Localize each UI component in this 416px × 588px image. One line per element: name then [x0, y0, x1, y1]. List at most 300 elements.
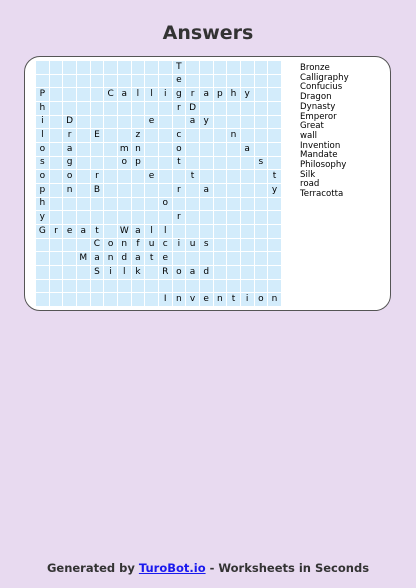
grid-cell: i: [159, 88, 173, 102]
grid-cell: [132, 61, 146, 75]
grid-cell: l: [36, 129, 50, 143]
grid-cell: [255, 170, 269, 184]
grid-cell: [63, 252, 77, 266]
grid-cell: l: [118, 266, 132, 280]
grid-cell: [118, 198, 132, 212]
grid-cell: [118, 293, 132, 307]
grid-cell: [159, 157, 173, 171]
word-list-item: wall: [300, 130, 318, 141]
word-list-item: Philosophy: [300, 160, 347, 171]
grid-cell: [241, 266, 255, 280]
grid-cell: p: [214, 88, 228, 102]
grid-cell: [241, 198, 255, 212]
grid-cell: a: [186, 116, 200, 130]
grid-cell: [255, 75, 269, 89]
grid-cell: [36, 239, 50, 253]
grid-cell: [50, 102, 64, 116]
grid-cell: C: [104, 88, 118, 102]
grid-cell: [63, 198, 77, 212]
grid-cell: [104, 157, 118, 171]
grid-cell: [227, 211, 241, 225]
grid-cell: [159, 143, 173, 157]
grid-cell: [255, 116, 269, 130]
grid-cell: r: [50, 225, 64, 239]
grid-cell: [91, 198, 105, 212]
grid-cell: I: [159, 293, 173, 307]
grid-cell: u: [145, 239, 159, 253]
grid-cell: [186, 252, 200, 266]
grid-cell: h: [36, 198, 50, 212]
grid-cell: o: [159, 198, 173, 212]
grid-cell: [186, 184, 200, 198]
grid-cell: o: [36, 170, 50, 184]
grid-cell: [36, 252, 50, 266]
grid-cell: [186, 75, 200, 89]
grid-cell: [132, 102, 146, 116]
grid-cell: [145, 280, 159, 294]
grid-cell: [255, 88, 269, 102]
grid-cell: [104, 198, 118, 212]
grid-cell: [118, 116, 132, 130]
grid-cell: [132, 75, 146, 89]
grid-cell: [91, 211, 105, 225]
grid-cell: [200, 143, 214, 157]
grid-cell: [214, 211, 228, 225]
grid-cell: [50, 198, 64, 212]
grid-cell: [145, 293, 159, 307]
grid-cell: [255, 211, 269, 225]
grid-cell: [214, 116, 228, 130]
grid-cell: [63, 280, 77, 294]
grid-cell: [77, 102, 91, 116]
grid-cell: [241, 116, 255, 130]
grid-cell: [63, 88, 77, 102]
grid-cell: [50, 252, 64, 266]
footer-suffix: - Worksheets in Seconds: [205, 561, 370, 575]
grid-cell: a: [77, 225, 91, 239]
grid-cell: [186, 225, 200, 239]
grid-cell: [118, 61, 132, 75]
grid-cell: n: [104, 252, 118, 266]
grid-cell: [241, 129, 255, 143]
grid-cell: [159, 280, 173, 294]
grid-cell: h: [227, 88, 241, 102]
word-list-item: Silk: [300, 169, 316, 180]
grid-cell: a: [91, 252, 105, 266]
grid-cell: [241, 61, 255, 75]
grid-cell: S: [91, 266, 105, 280]
grid-cell: [118, 102, 132, 116]
grid-cell: [241, 225, 255, 239]
grid-cell: [118, 75, 132, 89]
grid-cell: [50, 211, 64, 225]
grid-cell: [268, 129, 282, 143]
grid-cell: [227, 157, 241, 171]
grid-cell: [186, 280, 200, 294]
grid-cell: [77, 266, 91, 280]
grid-cell: [268, 211, 282, 225]
grid-cell: [118, 170, 132, 184]
grid-cell: [200, 170, 214, 184]
grid-cell: W: [118, 225, 132, 239]
grid-cell: [241, 280, 255, 294]
grid-cell: [227, 75, 241, 89]
grid-cell: [104, 75, 118, 89]
grid-cell: [268, 143, 282, 157]
grid-cell: i: [173, 239, 187, 253]
grid-cell: [118, 211, 132, 225]
grid-cell: [241, 239, 255, 253]
grid-cell: [50, 116, 64, 130]
grid-cell: [104, 129, 118, 143]
grid-cell: r: [91, 170, 105, 184]
grid-cell: D: [186, 102, 200, 116]
grid-cell: [91, 88, 105, 102]
grid-cell: [268, 280, 282, 294]
grid-cell: [77, 116, 91, 130]
grid-cell: [255, 280, 269, 294]
turobot-link[interactable]: TuroBot.io: [138, 561, 206, 575]
grid-cell: [36, 61, 50, 75]
grid-cell: n: [268, 293, 282, 307]
grid-cell: [268, 266, 282, 280]
grid-cell: c: [159, 239, 173, 253]
grid-cell: y: [241, 88, 255, 102]
grid-cell: t: [145, 252, 159, 266]
grid-cell: [200, 102, 214, 116]
grid-cell: [255, 266, 269, 280]
grid-cell: [200, 198, 214, 212]
grid-cell: [77, 293, 91, 307]
grid-cell: [255, 184, 269, 198]
grid-cell: [118, 184, 132, 198]
grid-cell: [132, 198, 146, 212]
grid-cell: [63, 211, 77, 225]
grid-cell: i: [241, 293, 255, 307]
grid-cell: [132, 211, 146, 225]
grid-cell: [77, 198, 91, 212]
grid-cell: [145, 184, 159, 198]
word-list: [300, 64, 349, 200]
grid-cell: [159, 116, 173, 130]
grid-cell: l: [132, 88, 146, 102]
grid-cell: [214, 239, 228, 253]
grid-cell: f: [132, 239, 146, 253]
grid-cell: [268, 75, 282, 89]
grid-cell: [91, 143, 105, 157]
grid-cell: [63, 239, 77, 253]
word-search-grid: [36, 61, 282, 307]
grid-cell: [159, 170, 173, 184]
grid-cell: z: [132, 129, 146, 143]
grid-cell: [77, 184, 91, 198]
grid-cell: [214, 266, 228, 280]
grid-cell: G: [36, 225, 50, 239]
grid-cell: [132, 116, 146, 130]
grid-cell: [214, 61, 228, 75]
grid-cell: n: [118, 239, 132, 253]
grid-cell: [227, 252, 241, 266]
grid-cell: [159, 129, 173, 143]
grid-cell: r: [63, 129, 77, 143]
word-list-item: Invention: [300, 140, 341, 151]
word-list-item: Great: [300, 121, 324, 132]
grid-cell: o: [255, 293, 269, 307]
grid-cell: [268, 102, 282, 116]
grid-cell: o: [173, 266, 187, 280]
grid-cell: E: [91, 129, 105, 143]
grid-cell: [227, 143, 241, 157]
grid-cell: B: [91, 184, 105, 198]
grid-cell: m: [118, 143, 132, 157]
grid-cell: [104, 116, 118, 130]
grid-cell: [77, 170, 91, 184]
grid-cell: [227, 266, 241, 280]
grid-cell: g: [63, 157, 77, 171]
grid-cell: [186, 211, 200, 225]
grid-cell: t: [268, 170, 282, 184]
grid-cell: [145, 157, 159, 171]
grid-cell: [63, 75, 77, 89]
grid-cell: [145, 211, 159, 225]
grid-cell: [255, 61, 269, 75]
grid-cell: [104, 170, 118, 184]
grid-cell: R: [159, 266, 173, 280]
grid-cell: n: [132, 143, 146, 157]
grid-cell: [255, 225, 269, 239]
grid-cell: p: [36, 184, 50, 198]
grid-cell: [91, 61, 105, 75]
grid-cell: r: [173, 184, 187, 198]
grid-cell: e: [63, 225, 77, 239]
grid-cell: [91, 102, 105, 116]
grid-cell: r: [173, 211, 187, 225]
grid-cell: [186, 198, 200, 212]
grid-cell: a: [200, 88, 214, 102]
grid-cell: [241, 102, 255, 116]
grid-cell: [104, 211, 118, 225]
grid-cell: [173, 225, 187, 239]
grid-cell: P: [36, 88, 50, 102]
word-list-item: Confucius: [300, 82, 343, 93]
grid-cell: [173, 170, 187, 184]
grid-cell: [159, 75, 173, 89]
grid-cell: [77, 61, 91, 75]
grid-cell: [104, 293, 118, 307]
grid-cell: [268, 239, 282, 253]
grid-cell: [268, 198, 282, 212]
grid-cell: o: [36, 143, 50, 157]
grid-cell: [255, 252, 269, 266]
grid-cell: [91, 75, 105, 89]
grid-cell: s: [200, 239, 214, 253]
grid-cell: [104, 143, 118, 157]
grid-cell: [91, 280, 105, 294]
grid-cell: a: [241, 143, 255, 157]
grid-cell: [36, 280, 50, 294]
grid-cell: o: [63, 170, 77, 184]
grid-cell: [145, 129, 159, 143]
grid-cell: [159, 211, 173, 225]
grid-cell: [50, 61, 64, 75]
grid-cell: [227, 170, 241, 184]
grid-cell: r: [173, 102, 187, 116]
grid-cell: d: [200, 266, 214, 280]
grid-cell: [241, 75, 255, 89]
grid-cell: e: [159, 252, 173, 266]
grid-cell: [227, 116, 241, 130]
grid-cell: M: [77, 252, 91, 266]
grid-cell: [186, 61, 200, 75]
grid-cell: [159, 102, 173, 116]
grid-cell: [63, 293, 77, 307]
grid-cell: [200, 211, 214, 225]
grid-cell: [268, 252, 282, 266]
grid-cell: [63, 102, 77, 116]
grid-cell: c: [173, 129, 187, 143]
grid-cell: [214, 252, 228, 266]
grid-cell: [91, 157, 105, 171]
word-list-item: Bronze: [300, 63, 330, 73]
grid-cell: [173, 280, 187, 294]
grid-cell: [77, 75, 91, 89]
grid-cell: [200, 129, 214, 143]
grid-cell: [50, 88, 64, 102]
grid-cell: [227, 184, 241, 198]
grid-cell: y: [200, 116, 214, 130]
grid-cell: [255, 129, 269, 143]
grid-cell: y: [36, 211, 50, 225]
grid-cell: [63, 266, 77, 280]
grid-cell: [50, 170, 64, 184]
grid-cell: D: [63, 116, 77, 130]
grid-cell: [241, 170, 255, 184]
grid-cell: [50, 239, 64, 253]
grid-cell: [214, 198, 228, 212]
word-list-item: Mandate: [300, 150, 338, 161]
grid-cell: t: [186, 170, 200, 184]
grid-cell: y: [268, 184, 282, 198]
grid-cell: [200, 75, 214, 89]
grid-cell: [268, 88, 282, 102]
grid-cell: n: [173, 293, 187, 307]
grid-cell: i: [36, 116, 50, 130]
grid-cell: [241, 252, 255, 266]
grid-cell: o: [118, 157, 132, 171]
grid-cell: [200, 225, 214, 239]
grid-cell: [50, 293, 64, 307]
grid-cell: o: [173, 143, 187, 157]
grid-cell: [132, 293, 146, 307]
grid-cell: [159, 184, 173, 198]
grid-cell: [50, 266, 64, 280]
grid-cell: [227, 61, 241, 75]
grid-cell: T: [173, 61, 187, 75]
word-list-item: road: [300, 179, 320, 190]
grid-cell: [36, 293, 50, 307]
grid-cell: n: [63, 184, 77, 198]
grid-cell: [214, 225, 228, 239]
grid-cell: [104, 225, 118, 239]
grid-cell: [255, 143, 269, 157]
grid-cell: [36, 75, 50, 89]
grid-cell: [268, 157, 282, 171]
grid-cell: [214, 129, 228, 143]
grid-cell: d: [118, 252, 132, 266]
grid-cell: [214, 75, 228, 89]
grid-cell: n: [214, 293, 228, 307]
grid-cell: n: [227, 129, 241, 143]
grid-cell: [104, 184, 118, 198]
grid-cell: [214, 102, 228, 116]
footer-prefix: Generated by: [46, 561, 139, 575]
grid-cell: l: [145, 88, 159, 102]
grid-cell: [77, 129, 91, 143]
grid-cell: [104, 280, 118, 294]
grid-cell: [214, 184, 228, 198]
grid-cell: a: [132, 225, 146, 239]
grid-cell: [145, 266, 159, 280]
grid-cell: [214, 280, 228, 294]
grid-cell: o: [104, 239, 118, 253]
grid-cell: [77, 239, 91, 253]
grid-cell: [200, 61, 214, 75]
grid-cell: [186, 157, 200, 171]
grid-cell: p: [132, 157, 146, 171]
footer: [0, 561, 416, 575]
page-title: Answers: [162, 22, 254, 44]
grid-cell: [132, 170, 146, 184]
grid-cell: [50, 75, 64, 89]
grid-cell: [227, 102, 241, 116]
grid-cell: [173, 252, 187, 266]
grid-cell: [241, 211, 255, 225]
grid-cell: [77, 88, 91, 102]
grid-cell: [77, 143, 91, 157]
word-list-item: Dragon: [300, 92, 332, 103]
grid-cell: g: [173, 88, 187, 102]
grid-cell: [173, 198, 187, 212]
grid-cell: [227, 280, 241, 294]
grid-cell: [145, 198, 159, 212]
grid-cell: [186, 143, 200, 157]
grid-cell: [118, 129, 132, 143]
grid-cell: [159, 61, 173, 75]
grid-cell: [36, 266, 50, 280]
grid-cell: u: [186, 239, 200, 253]
grid-cell: [77, 280, 91, 294]
grid-cell: [241, 157, 255, 171]
grid-cell: t: [227, 293, 241, 307]
grid-cell: [145, 102, 159, 116]
grid-cell: r: [186, 88, 200, 102]
grid-cell: k: [132, 266, 146, 280]
word-list-item: Dynasty: [300, 101, 336, 112]
grid-cell: [104, 61, 118, 75]
grid-cell: e: [200, 293, 214, 307]
grid-cell: [173, 116, 187, 130]
word-list-item: Terracotta: [300, 189, 344, 200]
grid-cell: s: [36, 157, 50, 171]
grid-cell: [50, 184, 64, 198]
grid-cell: [255, 102, 269, 116]
grid-cell: [50, 280, 64, 294]
grid-cell: e: [173, 75, 187, 89]
grid-cell: [104, 102, 118, 116]
word-list-item: Emperor: [300, 111, 337, 122]
grid-cell: [145, 75, 159, 89]
grid-cell: [91, 116, 105, 130]
